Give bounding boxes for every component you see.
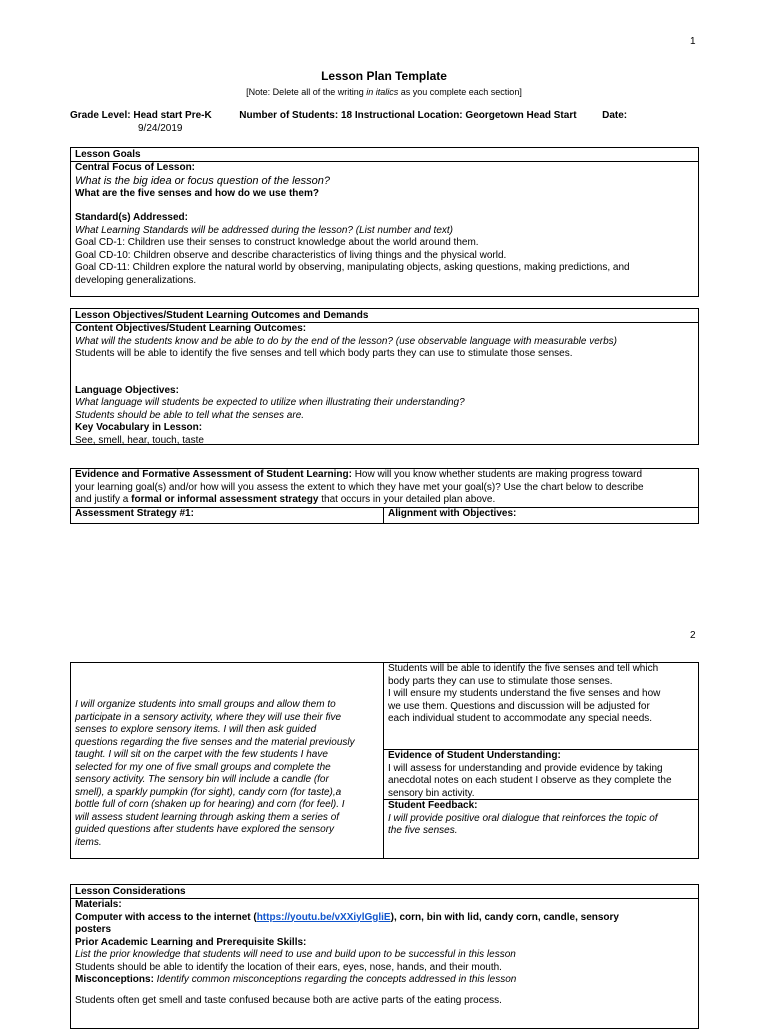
considerations-header: Lesson Considerations	[71, 885, 698, 899]
alignment-line: Students will be able to identify the five senses and tell which	[388, 663, 659, 674]
evidence-label: Evidence and Formative Assessment of Student Learning:	[75, 469, 352, 480]
understanding-line: I will assess for understanding and provide evidence by taking	[388, 762, 663, 774]
strategy-line: smell), a sparkly pumpkin (for sight), candy corn (for taste),a	[75, 786, 342, 798]
prior-learning-answer: Students should be able to identify the location of their ears, eyes, nose, hands, and their mouth.	[75, 961, 502, 973]
template-note	[0, 86, 768, 99]
feedback-label: Student Feedback:	[388, 800, 478, 811]
strategy-line: senses to explore sensory items. I will then ask guided	[75, 724, 317, 735]
alignment-header: Alignment with Objectives:	[388, 508, 517, 519]
standard-item: developing generalizations.	[75, 274, 197, 286]
materials-suffix: ), corn, bin with lid, candy corn, candle, sensory	[390, 911, 619, 923]
understanding-label: Evidence of Student Understanding:	[388, 750, 561, 761]
feedback-line: the five senses.	[388, 825, 458, 836]
objectives-section	[70, 308, 699, 445]
strategy-line: questions regarding the five senses and the material previously	[75, 736, 355, 748]
prior-learning-label: Prior Academic Learning and Prerequisite Skills:	[75, 936, 307, 948]
strategy-line: I will organize students into small groups and allow them to	[75, 699, 336, 710]
instructional-location: Instructional Location: Georgetown Head Start	[354, 110, 577, 121]
misconceptions-prompt: Identify common misconceptions regarding the concepts addressed in this lesson	[153, 974, 517, 985]
objectives-header: Lesson Objectives/Student Learning Outcomes and Demands	[71, 309, 698, 323]
standards-label: Standard(s) Addressed:	[75, 212, 188, 223]
evidence-text-2: your learning goal(s) and/or how will you assess the extent to which they have met your goal(s)? Use the chart below to describe	[75, 481, 644, 493]
strategy-line: will assess student learning through asking them a series of	[75, 811, 340, 823]
misconceptions-answer: Students often get smell and taste confused because both are active parts of the eating process.	[75, 994, 502, 1006]
lesson-goals-section	[70, 147, 699, 297]
note-suffix: as you complete each section]	[398, 87, 522, 97]
strategy-line: guided questions after students have explored the sensory	[75, 824, 335, 835]
considerations-section	[70, 884, 699, 1029]
evidence-text-1: How will you know whether students are making progress toward	[351, 469, 643, 480]
central-focus-answer: What are the five senses and how do we use them?	[75, 187, 319, 199]
strategy-line: participate in a sensory activity, where they will use their five	[75, 711, 342, 723]
alignment-line: each individual student to accommodate any special needs.	[388, 713, 653, 724]
alignment-cell	[384, 663, 698, 750]
evidence-text-3b: formal or informal assessment strategy	[131, 494, 319, 505]
alignment-line: I will ensure my students understand the five senses and how	[388, 688, 661, 699]
standards-prompt: What Learning Standards will be addressed during the lesson? (List number and text)	[75, 224, 453, 236]
materials-prefix: Computer with access to the internet (	[75, 911, 257, 923]
assessment-strategy-header: Assessment Strategy #1:	[71, 507, 384, 523]
feedback-cell	[384, 800, 698, 858]
lesson-meta	[70, 110, 627, 123]
understanding-cell	[384, 750, 698, 800]
content-objectives-label: Content Objectives/Student Learning Outcomes:	[75, 323, 307, 334]
key-vocabulary-label: Key Vocabulary in Lesson:	[75, 422, 203, 433]
strategy-line: sensory activity. The sensory bin will include a candle (for	[75, 774, 329, 785]
page-number: 2	[690, 630, 696, 641]
misconceptions-label: Misconceptions:	[75, 974, 154, 985]
language-objectives-prompt: What language will students be expected to utilize when illustrating their understanding?	[75, 397, 465, 408]
key-vocabulary-answer: See, smell, hear, touch, taste	[75, 434, 204, 446]
video-link[interactable]: https://youtu.be/vXXiylGgliE	[256, 911, 391, 923]
prior-learning-prompt: List the prior knowledge that students will need to use and build upon to be successful in this lesson	[75, 949, 516, 960]
assessment-strategy-cell	[71, 663, 384, 858]
assessment-table	[70, 662, 699, 859]
feedback-line: I will provide positive oral dialogue that reinforces the topic of	[388, 812, 658, 824]
central-focus-label: Central Focus of Lesson:	[75, 162, 196, 173]
language-objectives-label: Language Objectives:	[75, 384, 179, 396]
lesson-goals-header: Lesson Goals	[71, 148, 698, 162]
note-italic: in italics	[366, 87, 399, 97]
content-objectives-prompt: What will the students know and be able to do by the end of the lesson? (use observable language with measurable verbs)	[75, 335, 617, 347]
standard-item: Goal CD-1: Children use their senses to construct knowledge about the world around them.	[75, 237, 479, 248]
central-focus-prompt: What is the big idea or focus question of the lesson?	[75, 174, 330, 187]
evidence-section	[70, 468, 699, 524]
strategy-line: taught. I will sit on the carpet with the few students I have	[75, 749, 328, 760]
standard-item: Goal CD-11: Children explore the natural world by observing, manipulating objects, asking questions, making predictions, and	[75, 262, 630, 273]
evidence-text-3a: and justify a	[75, 494, 132, 505]
content-objectives-answer: Students will be able to identify the five senses and tell which body parts they can use to stimulate those senses.	[75, 348, 573, 359]
understanding-line: sensory bin activity.	[388, 787, 475, 799]
understanding-line: anecdotal notes on each student I observe as they complete the	[388, 775, 672, 786]
strategy-line: bottle full of corn (shaken up for hearing) and corn (for feel). I	[75, 799, 345, 810]
grade-level: Grade Level: Head start Pre-K	[70, 110, 212, 121]
alignment-line: we use them. Questions and discussion will be adjusted for	[388, 700, 650, 712]
alignment-line: body parts they can use to stimulate those senses.	[388, 675, 613, 687]
document-title: Lesson Plan Template	[321, 69, 447, 83]
date-label: Date:	[602, 110, 628, 121]
note-prefix: [Note: Delete all of the writing	[246, 87, 367, 97]
standard-item: Goal CD-10: Children observe and describe characteristics of living things and the physical world.	[75, 249, 507, 261]
language-objectives-answer: Students should be able to tell what the senses are.	[75, 409, 305, 421]
evidence-description	[71, 469, 698, 508]
strategy-line: selected for my one of five small groups and complete the	[75, 761, 331, 773]
date-value: 9/24/2019	[138, 123, 183, 134]
evidence-text-3c: that occurs in your detailed plan above.	[318, 494, 496, 505]
num-students: Number of Students: 18	[239, 110, 353, 121]
materials-line-2: posters	[75, 924, 112, 935]
materials-label: Materials:	[75, 899, 122, 910]
page-number: 1	[690, 36, 696, 47]
strategy-line: items.	[75, 836, 102, 848]
